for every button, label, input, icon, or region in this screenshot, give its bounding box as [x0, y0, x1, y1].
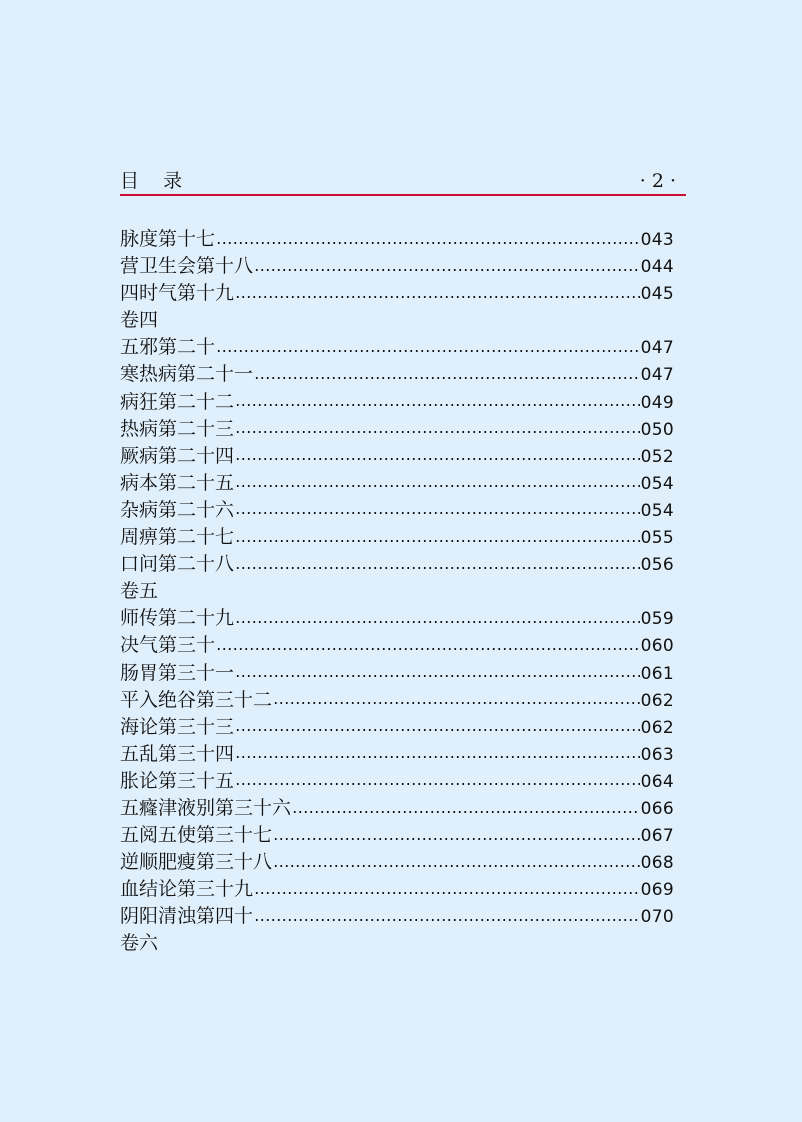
toc-entry[interactable] [120, 605, 674, 632]
toc-entry-page-number: 047 [640, 365, 674, 386]
toc-entry[interactable] [120, 280, 674, 307]
dot-leader [235, 431, 640, 433]
dot-leader [235, 567, 640, 569]
dot-leader [235, 296, 640, 298]
toc-entry-page-number: 062 [640, 690, 674, 711]
dot-leader [273, 865, 640, 867]
toc-entry-page-number: 070 [640, 907, 674, 928]
toc-entry-page-number: 063 [640, 744, 674, 765]
toc-entry-title: 杂病第二十六 [120, 498, 235, 521]
toc-entry[interactable] [120, 876, 674, 903]
toc-entry-title: 脉度第十七 [120, 228, 216, 250]
toc-entry-page-number: 044 [640, 257, 674, 278]
dot-leader [235, 458, 640, 460]
toc-entry[interactable] [120, 714, 674, 741]
page-title: 目 录 [120, 170, 183, 192]
toc-entry-title: 胀论第三十五 [120, 769, 235, 792]
toc-entry-title: 平入绝谷第三十二 [120, 688, 273, 711]
toc-entry-title: 周痹第二十七 [120, 526, 235, 549]
dot-leader [273, 838, 640, 840]
toc-entry-title: 师传第二十九 [120, 607, 235, 630]
dot-leader [235, 512, 640, 514]
toc-entry[interactable] [120, 660, 674, 687]
dot-leader [235, 729, 640, 731]
toc-entry[interactable] [120, 768, 674, 795]
toc-entry[interactable] [120, 849, 674, 876]
toc-entry-title: 海论第三十三 [120, 715, 235, 738]
toc-entry[interactable] [120, 361, 674, 388]
toc-entry-title: 五乱第三十四 [120, 742, 235, 765]
toc-entry-title: 厥病第二十四 [120, 444, 235, 467]
page-number: · 2 · [639, 170, 676, 192]
toc-entry-title: 卷六 [120, 932, 159, 955]
toc-entry-page-number: 066 [640, 798, 674, 819]
toc-entry[interactable] [120, 524, 674, 551]
dot-leader [254, 377, 640, 379]
toc-entry-page-number: 055 [640, 528, 674, 549]
toc-section-heading [120, 307, 674, 334]
toc-entry-page-number: 068 [640, 853, 674, 874]
toc-entry-page-number: 043 [640, 230, 674, 250]
toc-entry-title: 阴阳清浊第四十 [120, 905, 254, 928]
table-of-contents [120, 226, 674, 958]
dot-leader [235, 783, 640, 785]
toc-entry-title: 寒热病第二十一 [120, 363, 254, 386]
toc-entry[interactable] [120, 632, 674, 659]
toc-entry-title: 五邪第二十 [120, 336, 216, 359]
toc-entry[interactable] [120, 741, 674, 768]
toc-entry-page-number: 052 [640, 446, 674, 467]
toc-entry-page-number: 054 [640, 500, 674, 521]
toc-entry-title: 五阅五使第三十七 [120, 824, 273, 847]
toc-entry-title: 决气第三十 [120, 634, 216, 657]
toc-entry-title: 营卫生会第十八 [120, 255, 254, 278]
dot-leader [254, 269, 640, 271]
toc-entry[interactable] [120, 253, 674, 280]
toc-entry[interactable] [120, 226, 674, 253]
toc-entry-page-number: 061 [640, 663, 674, 684]
toc-entry[interactable] [120, 822, 674, 849]
toc-entry-page-number: 047 [640, 338, 674, 359]
toc-entry-page-number: 062 [640, 717, 674, 738]
dot-leader [235, 756, 640, 758]
toc-entry-title: 逆顺肥瘦第三十八 [120, 851, 273, 874]
toc-entry[interactable] [120, 903, 674, 930]
toc-entry-page-number: 049 [640, 392, 674, 413]
toc-entry[interactable] [120, 416, 674, 443]
toc-entry-page-number: 064 [640, 771, 674, 792]
dot-leader [235, 404, 640, 406]
toc-entry-title: 卷五 [120, 580, 159, 603]
toc-entry-page-number: 067 [640, 826, 674, 847]
toc-entry-page-number: 045 [640, 284, 674, 305]
dot-leader [216, 242, 640, 244]
toc-entry[interactable] [120, 470, 674, 497]
dot-leader [254, 892, 640, 894]
toc-entry-title: 血结论第三十九 [120, 878, 254, 901]
toc-entry-title: 病本第二十五 [120, 471, 235, 494]
toc-entry[interactable] [120, 687, 674, 714]
dot-leader [235, 540, 640, 542]
toc-entry-title: 四时气第十九 [120, 282, 235, 305]
toc-entry[interactable] [120, 443, 674, 470]
toc-entry[interactable] [120, 551, 674, 578]
toc-entry[interactable] [120, 795, 674, 822]
toc-section-heading [120, 578, 674, 605]
toc-entry-title: 卷四 [120, 309, 159, 332]
dot-leader [235, 621, 640, 623]
toc-entry[interactable] [120, 497, 674, 524]
toc-entry-page-number: 059 [640, 609, 674, 630]
toc-entry-page-number: 069 [640, 880, 674, 901]
page-header [120, 168, 686, 196]
toc-entry-page-number: 050 [640, 419, 674, 440]
toc-entry-title: 口问第二十八 [120, 553, 235, 576]
toc-entry-page-number: 056 [640, 555, 674, 576]
dot-leader [235, 675, 640, 677]
toc-entry-page-number: 060 [640, 636, 674, 657]
dot-leader [273, 702, 640, 704]
toc-section-heading [120, 930, 674, 957]
toc-entry[interactable] [120, 334, 674, 361]
dot-leader [235, 485, 640, 487]
dot-leader [292, 811, 640, 813]
dot-leader [216, 350, 640, 352]
toc-entry-title: 病狂第二十二 [120, 390, 235, 413]
dot-leader [216, 648, 640, 650]
toc-entry-page-number: 054 [640, 473, 674, 494]
toc-entry-title: 肠胃第三十一 [120, 661, 235, 684]
dot-leader [254, 919, 640, 921]
toc-entry[interactable] [120, 389, 674, 416]
toc-entry-title: 热病第二十三 [120, 417, 235, 440]
toc-entry-title: 五癃津液别第三十六 [120, 796, 292, 819]
